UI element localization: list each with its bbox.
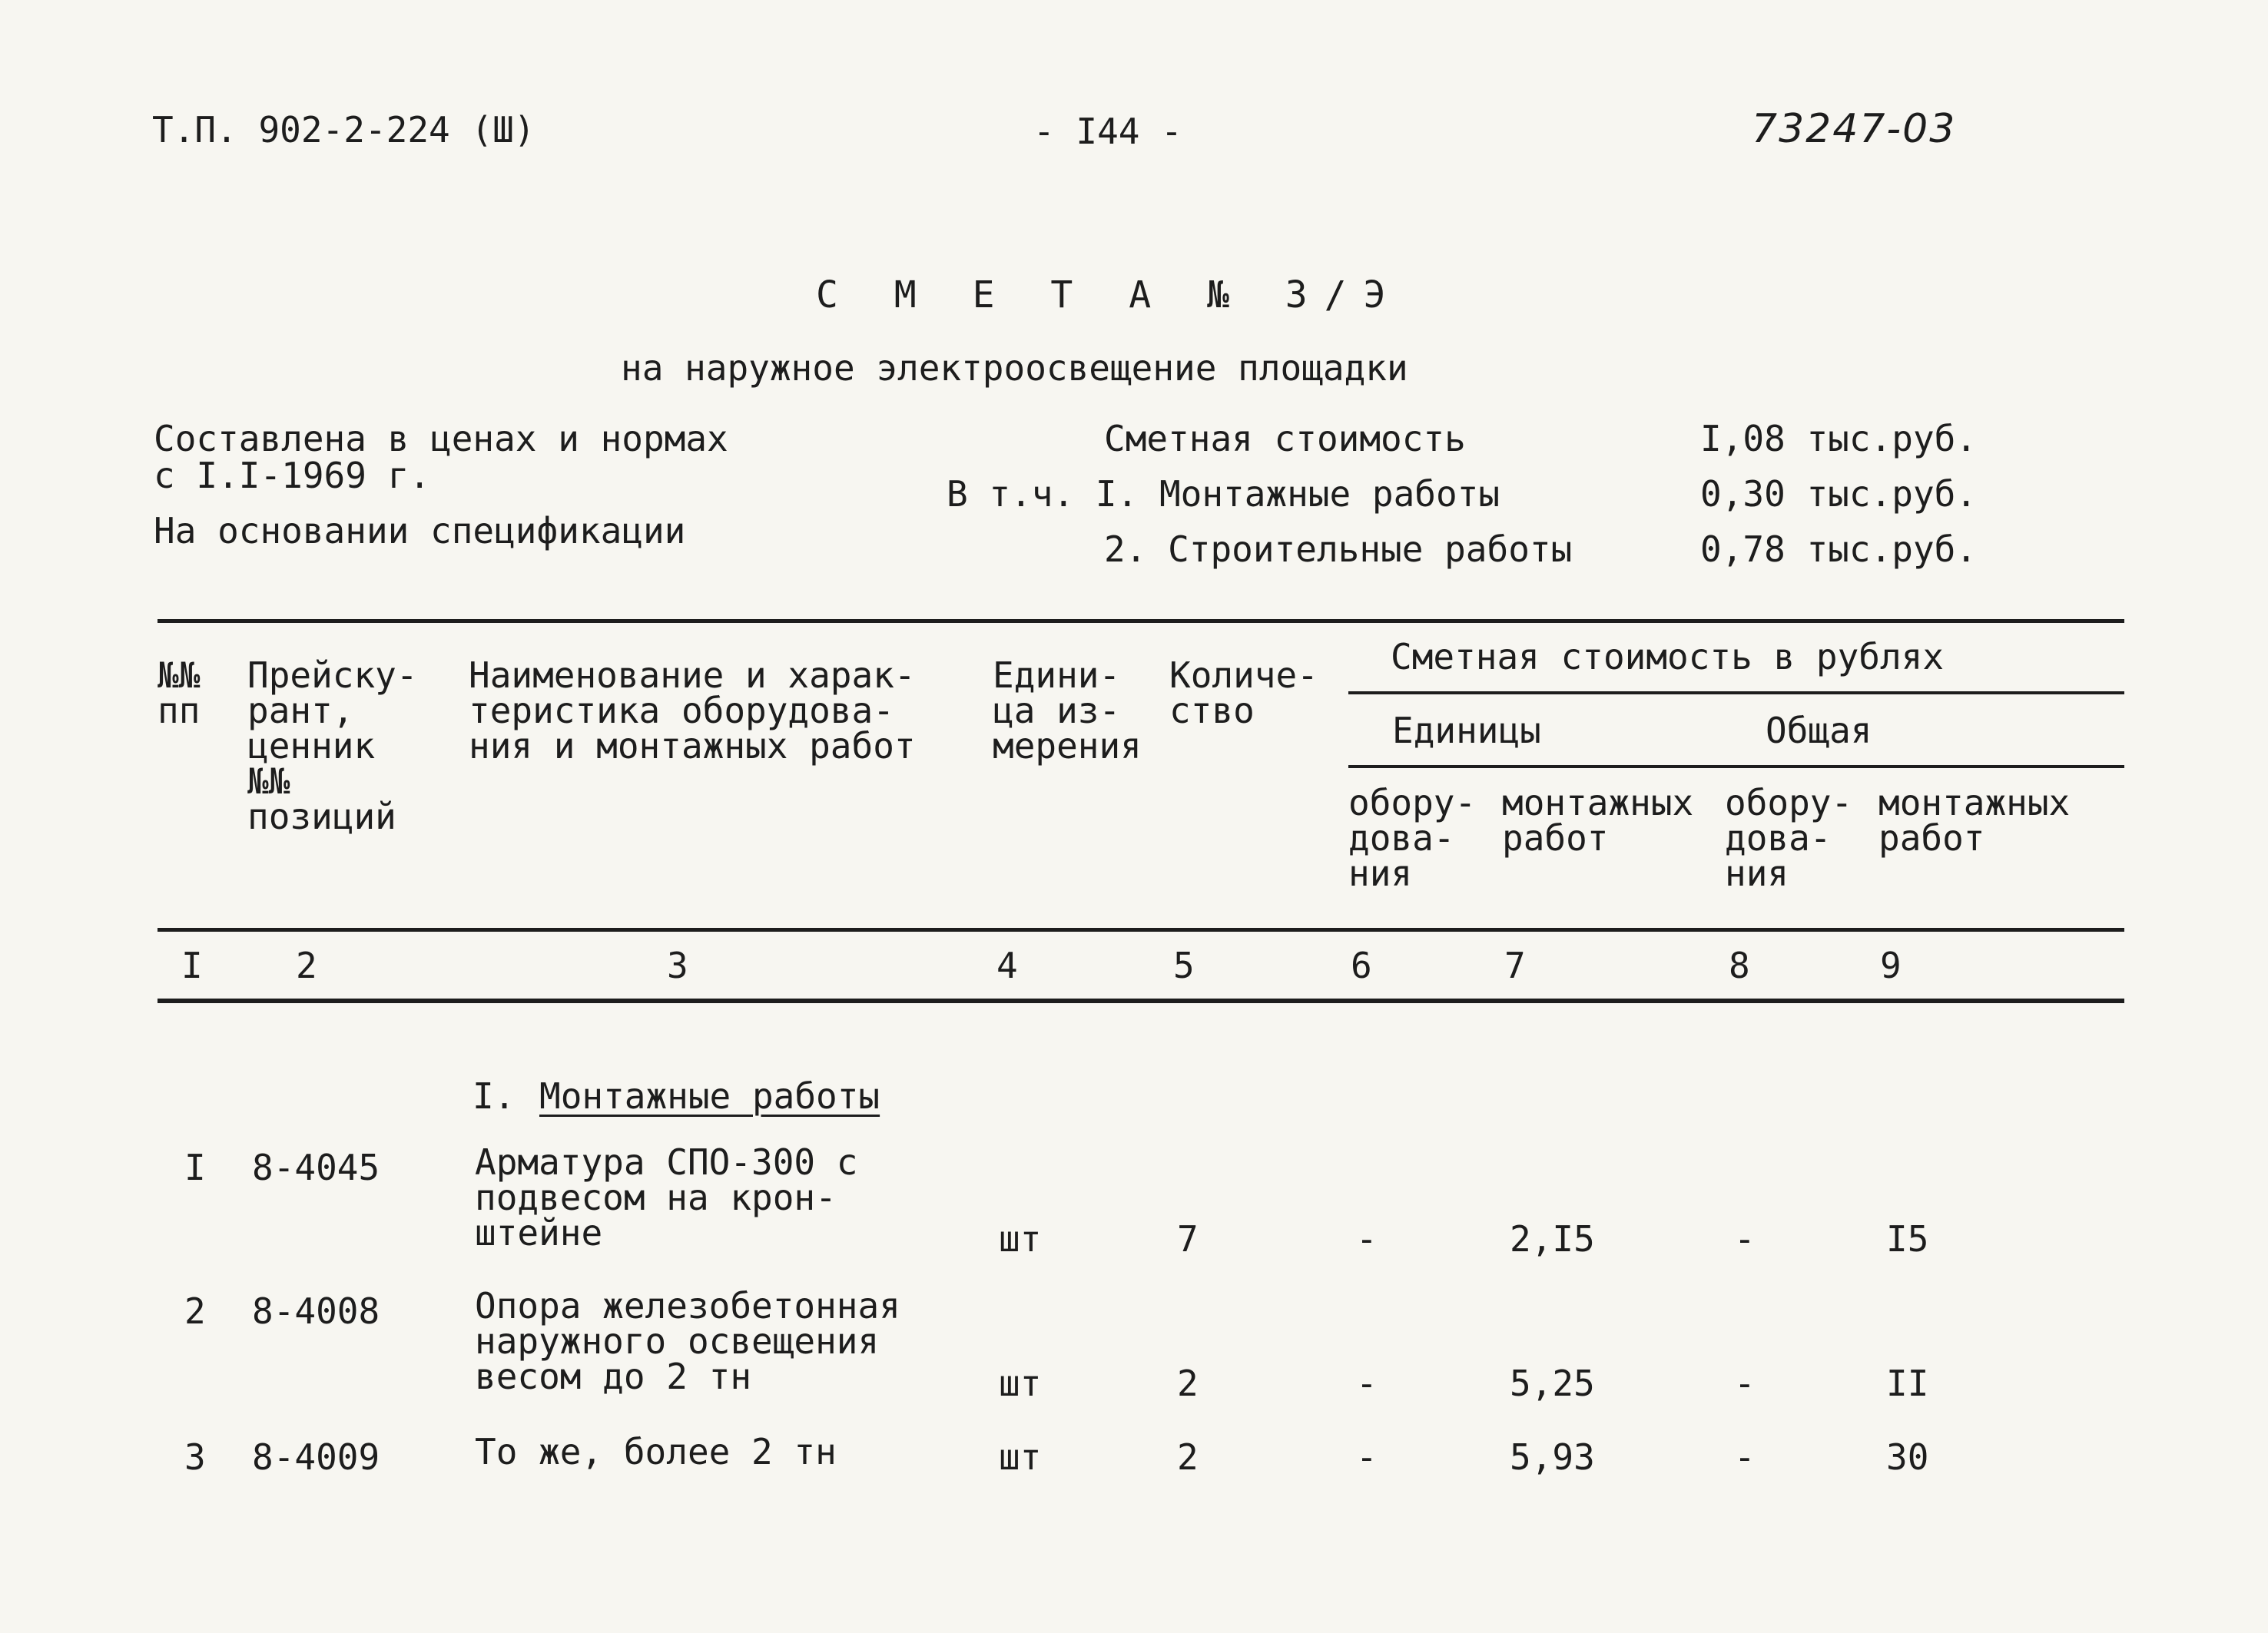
- document-subtitle: на наружное электроосвещение площадки: [621, 347, 1408, 389]
- row-2-installation-unit: 5,25: [1510, 1363, 1595, 1404]
- column-number-1: I: [181, 945, 203, 986]
- row-3-num: 3: [184, 1436, 206, 1478]
- row-3-name: То же, более 2 тн: [475, 1431, 837, 1472]
- row-2-equipment-unit: -: [1356, 1363, 1378, 1404]
- header-total-cost: Общая: [1766, 710, 1872, 751]
- header-equipment-unit: обору- дова- ния: [1348, 782, 1477, 894]
- row-2-code: 8-4008: [252, 1290, 380, 1332]
- row-1-installation-unit: 2,I5: [1510, 1218, 1595, 1260]
- cost-group-rule: [1348, 691, 2124, 694]
- header-name: Наименование и харак- теристика оборудова- ния и монтажных работ: [469, 654, 916, 767]
- row-1-code: 8-4045: [252, 1147, 380, 1188]
- page-number: - I44 -: [1033, 111, 1182, 152]
- installation-cost-label: В т.ч. I. Монтажные работы: [947, 473, 1500, 515]
- row-1-unit: шт: [999, 1218, 1042, 1260]
- row-1-equipment-total: -: [1734, 1218, 1756, 1260]
- prices-basis-line2: с I.I-1969 г.: [154, 455, 431, 496]
- row-2-equipment-total: -: [1734, 1363, 1756, 1404]
- header-equipment-total: обору- дова- ния: [1725, 782, 1853, 894]
- row-3-unit: шт: [999, 1436, 1042, 1478]
- header-unit-cost: Единицы: [1392, 710, 1541, 751]
- row-1-name: Арматура СПО-300 с подвесом на крон- штейне: [475, 1141, 858, 1254]
- row-2-unit: шт: [999, 1363, 1042, 1404]
- construction-cost-value: 0,78 тыс.руб.: [1700, 528, 1978, 570]
- row-3-installation-unit: 5,93: [1510, 1436, 1595, 1478]
- document-title: С М Е Т А № 3/Э: [816, 273, 1403, 316]
- header-pricelist: Прейску- рант, ценник №№ позиций: [247, 654, 418, 837]
- column-number-4: 4: [996, 945, 1018, 986]
- row-2-installation-total: II: [1886, 1363, 1929, 1404]
- header-installation-total: монтажных работ: [1878, 782, 2071, 859]
- row-2-quantity: 2: [1177, 1363, 1199, 1404]
- column-number-7: 7: [1504, 945, 1526, 986]
- header-quantity: Количе- ство: [1169, 654, 1318, 731]
- column-number-5: 5: [1173, 945, 1195, 986]
- column-number-9: 9: [1880, 945, 1902, 986]
- column-number-2: 2: [296, 945, 317, 986]
- header-cost-group: Сметная стоимость в рублях: [1391, 636, 1945, 677]
- row-3-equipment-total: -: [1734, 1436, 1756, 1478]
- row-1-installation-total: I5: [1886, 1218, 1929, 1260]
- row-1-equipment-unit: -: [1356, 1218, 1378, 1260]
- prices-basis-line1: Составлена в ценах и нормах: [154, 418, 728, 459]
- header-installation-unit: монтажных работ: [1502, 782, 1694, 859]
- table-top-rule: [158, 619, 2124, 623]
- row-3-installation-total: 30: [1886, 1436, 1929, 1478]
- archive-number: 73247-03: [1752, 106, 1957, 152]
- row-3-code: 8-4009: [252, 1436, 380, 1478]
- estimated-cost-label: Сметная стоимость: [1104, 418, 1466, 459]
- row-1-num: I: [184, 1147, 206, 1188]
- estimated-cost-value: I,08 тыс.руб.: [1700, 418, 1978, 459]
- row-3-equipment-unit: -: [1356, 1436, 1378, 1478]
- row-3-quantity: 2: [1177, 1436, 1199, 1478]
- row-2-name: Опора железобетонная наружного освещения весом до 2 тн: [475, 1285, 900, 1397]
- row-2-num: 2: [184, 1290, 206, 1332]
- cost-subgroup-rule: [1348, 765, 2124, 768]
- column-numbers-rule: [158, 999, 2124, 1003]
- column-number-8: 8: [1729, 945, 1750, 986]
- installation-cost-value: 0,30 тыс.руб.: [1700, 473, 1978, 515]
- header-unit: Едини- ца из- мерения: [993, 654, 1142, 767]
- construction-cost-label: 2. Строительные работы: [1104, 528, 1573, 570]
- section-number: I.: [472, 1075, 516, 1117]
- column-number-6: 6: [1351, 945, 1372, 986]
- section-title: Монтажные работы: [539, 1075, 880, 1117]
- project-code: Т.П. 902-2-224 (Ш): [152, 109, 536, 151]
- header-num: №№ пп: [158, 654, 201, 731]
- row-1-quantity: 7: [1177, 1218, 1199, 1260]
- specification-basis: На основании спецификации: [154, 510, 686, 552]
- header-bottom-rule: [158, 928, 2124, 932]
- column-number-3: 3: [667, 945, 688, 986]
